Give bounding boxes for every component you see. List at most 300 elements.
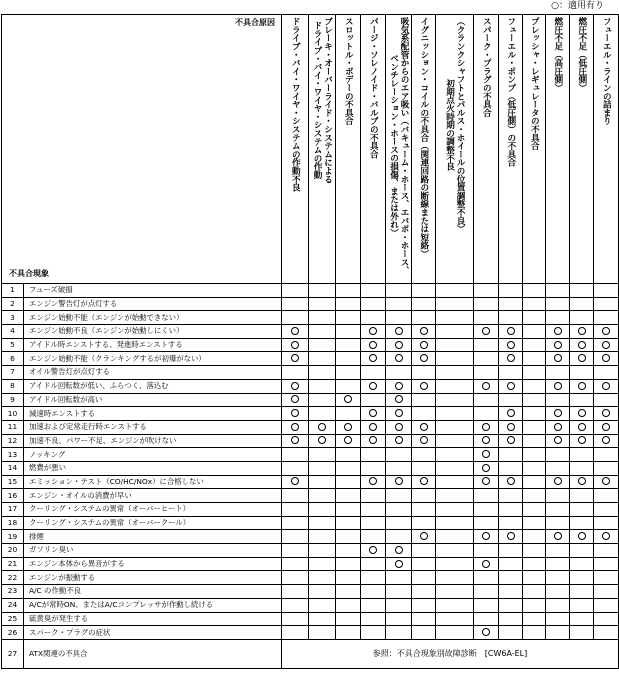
symptom-label: ガソリン臭い bbox=[24, 544, 282, 558]
matrix-cell bbox=[361, 489, 386, 503]
table-row bbox=[2, 366, 619, 380]
symptom-title: 不具合現象 bbox=[9, 269, 49, 278]
matrix-cell bbox=[386, 407, 412, 421]
matrix-cell bbox=[282, 325, 309, 339]
table-row bbox=[2, 626, 619, 640]
applicable-circle-icon bbox=[507, 436, 515, 444]
matrix-cell bbox=[336, 325, 361, 339]
matrix-cell bbox=[546, 585, 570, 599]
matrix-cell bbox=[594, 311, 619, 325]
matrix-cell bbox=[523, 612, 546, 626]
matrix-cell bbox=[546, 571, 570, 585]
matrix-cell bbox=[594, 461, 619, 475]
matrix-cell bbox=[570, 352, 594, 366]
matrix-cell bbox=[436, 420, 474, 434]
row-number: 18 bbox=[2, 516, 24, 530]
matrix-cell bbox=[412, 598, 436, 612]
matrix-cell bbox=[523, 503, 546, 517]
table-row bbox=[2, 297, 619, 311]
matrix-cell bbox=[361, 311, 386, 325]
applicable-circle-icon bbox=[578, 423, 586, 431]
matrix-cell bbox=[361, 544, 386, 558]
applicable-circle-icon bbox=[602, 327, 610, 335]
row-number: 7 bbox=[2, 366, 24, 380]
applicable-circle-icon bbox=[602, 382, 610, 390]
matrix-cell bbox=[474, 516, 499, 530]
matrix-cell bbox=[499, 544, 523, 558]
matrix-cell bbox=[499, 489, 523, 503]
applicable-circle-icon bbox=[395, 341, 403, 349]
matrix-cell bbox=[523, 352, 546, 366]
applicable-circle-icon bbox=[291, 395, 299, 403]
matrix-cell bbox=[336, 530, 361, 544]
table-row bbox=[2, 598, 619, 612]
matrix-cell bbox=[386, 297, 412, 311]
matrix-cell bbox=[309, 311, 336, 325]
matrix-cell bbox=[412, 503, 436, 517]
matrix-cell bbox=[523, 379, 546, 393]
matrix-cell bbox=[412, 571, 436, 585]
matrix-cell bbox=[499, 420, 523, 434]
matrix-cell bbox=[436, 475, 474, 489]
symptom-label: エンジンが振動する bbox=[24, 571, 282, 585]
matrix-cell bbox=[336, 448, 361, 462]
matrix-cell bbox=[282, 434, 309, 448]
cause-label: スパーク・プラグの不具合 bbox=[481, 17, 492, 117]
matrix-cell bbox=[309, 434, 336, 448]
matrix-cell bbox=[523, 585, 546, 599]
matrix-cell bbox=[499, 325, 523, 339]
matrix-cell bbox=[594, 338, 619, 352]
symptom-label: エンジン始動不良（エンジンが始動しにくい） bbox=[24, 325, 282, 339]
symptom-cause-matrix bbox=[1, 14, 619, 669]
matrix-cell bbox=[436, 352, 474, 366]
table-row bbox=[2, 448, 619, 462]
applicable-circle-icon bbox=[578, 382, 586, 390]
matrix-cell bbox=[594, 503, 619, 517]
header-corner bbox=[2, 15, 282, 284]
matrix-cell bbox=[386, 352, 412, 366]
applicable-circle-icon bbox=[344, 436, 352, 444]
row-number: 12 bbox=[2, 434, 24, 448]
matrix-cell bbox=[570, 448, 594, 462]
table-row bbox=[2, 571, 619, 585]
matrix-cell bbox=[570, 544, 594, 558]
matrix-cell bbox=[594, 420, 619, 434]
matrix-cell bbox=[499, 475, 523, 489]
table-row bbox=[2, 311, 619, 325]
matrix-cell bbox=[499, 393, 523, 407]
row-number: 11 bbox=[2, 420, 24, 434]
matrix-cell bbox=[523, 366, 546, 380]
matrix-cell bbox=[474, 379, 499, 393]
matrix-cell bbox=[309, 284, 336, 298]
matrix-cell bbox=[546, 311, 570, 325]
cause-header bbox=[436, 15, 474, 284]
symptom-label: 加速不良、パワー不足、エンジンが吹けない bbox=[24, 434, 282, 448]
matrix-cell bbox=[412, 544, 436, 558]
matrix-cell bbox=[499, 571, 523, 585]
matrix-cell bbox=[594, 489, 619, 503]
table-row bbox=[2, 530, 619, 544]
matrix-cell bbox=[361, 407, 386, 421]
matrix-cell bbox=[361, 516, 386, 530]
matrix-cell bbox=[499, 557, 523, 571]
applicable-circle-icon bbox=[578, 327, 586, 335]
applicable-circle-icon bbox=[554, 532, 562, 540]
matrix-cell bbox=[282, 626, 309, 640]
table-row bbox=[2, 503, 619, 517]
matrix-cell bbox=[570, 516, 594, 530]
matrix-cell bbox=[570, 598, 594, 612]
applicable-circle-icon bbox=[291, 477, 299, 485]
matrix-cell bbox=[386, 284, 412, 298]
applicable-circle-icon bbox=[482, 327, 490, 335]
matrix-cell bbox=[546, 544, 570, 558]
matrix-cell bbox=[412, 366, 436, 380]
cause-label: ドライブ・バイ・ワイヤ・システムの作動不良 bbox=[290, 17, 301, 192]
matrix-cell bbox=[436, 407, 474, 421]
matrix-cell bbox=[412, 461, 436, 475]
matrix-cell bbox=[546, 379, 570, 393]
matrix-cell bbox=[412, 393, 436, 407]
cause-header bbox=[412, 15, 436, 284]
matrix-cell bbox=[361, 325, 386, 339]
matrix-cell bbox=[594, 530, 619, 544]
table-row bbox=[2, 352, 619, 366]
symptom-label: 硫黄臭が発生する bbox=[24, 612, 282, 626]
matrix-cell bbox=[546, 530, 570, 544]
applicable-circle-icon bbox=[291, 341, 299, 349]
matrix-cell bbox=[386, 585, 412, 599]
matrix-cell bbox=[336, 420, 361, 434]
matrix-cell bbox=[361, 626, 386, 640]
symptom-label: オイル警告灯が点灯する bbox=[24, 366, 282, 380]
matrix-cell bbox=[546, 516, 570, 530]
matrix-cell bbox=[282, 571, 309, 585]
matrix-cell bbox=[594, 516, 619, 530]
matrix-cell bbox=[499, 585, 523, 599]
matrix-cell bbox=[282, 557, 309, 571]
matrix-cell bbox=[336, 393, 361, 407]
matrix-cell bbox=[523, 516, 546, 530]
applicable-circle-icon bbox=[420, 341, 428, 349]
applicable-circle-icon bbox=[602, 532, 610, 540]
matrix-cell bbox=[523, 284, 546, 298]
applicable-circle-icon bbox=[369, 436, 377, 444]
matrix-cell bbox=[282, 503, 309, 517]
matrix-cell bbox=[523, 393, 546, 407]
matrix-cell bbox=[474, 475, 499, 489]
matrix-cell bbox=[309, 366, 336, 380]
cause-header bbox=[523, 15, 546, 284]
matrix-cell bbox=[336, 516, 361, 530]
applicable-circle-icon bbox=[344, 423, 352, 431]
symptom-label: アイドル回転数が低い、ふらつく、落込む bbox=[24, 379, 282, 393]
matrix-cell bbox=[336, 571, 361, 585]
matrix-cell bbox=[570, 626, 594, 640]
matrix-cell bbox=[282, 544, 309, 558]
applicable-circle-icon bbox=[554, 341, 562, 349]
matrix-cell bbox=[436, 393, 474, 407]
applicable-circle-icon bbox=[318, 423, 326, 431]
matrix-cell bbox=[386, 325, 412, 339]
cause-label: パージ・ソレノイド・バルブの不具合 bbox=[368, 17, 379, 159]
matrix-cell bbox=[474, 489, 499, 503]
applicable-circle-icon bbox=[602, 409, 610, 417]
table-row bbox=[2, 475, 619, 489]
matrix-cell bbox=[336, 585, 361, 599]
matrix-cell bbox=[570, 612, 594, 626]
matrix-cell bbox=[523, 598, 546, 612]
row-number: 24 bbox=[2, 598, 24, 612]
matrix-cell bbox=[546, 448, 570, 462]
applicable-circle-icon bbox=[482, 477, 490, 485]
matrix-cell bbox=[436, 530, 474, 544]
row-number: 10 bbox=[2, 407, 24, 421]
matrix-cell bbox=[336, 434, 361, 448]
matrix-cell bbox=[523, 557, 546, 571]
matrix-cell bbox=[546, 352, 570, 366]
matrix-cell bbox=[474, 571, 499, 585]
matrix-cell bbox=[594, 379, 619, 393]
matrix-cell bbox=[474, 461, 499, 475]
matrix-cell bbox=[499, 338, 523, 352]
matrix-cell bbox=[361, 571, 386, 585]
matrix-cell bbox=[386, 311, 412, 325]
matrix-cell bbox=[523, 407, 546, 421]
table-row bbox=[2, 325, 619, 339]
applicable-circle-icon bbox=[482, 450, 490, 458]
matrix-cell bbox=[499, 598, 523, 612]
cause-label: 吸気系配管からのエア吸い（バキューム・ホース、エバポ・ホース、 ベンチレーション・ホースの損傷、または外れ） bbox=[388, 17, 409, 275]
matrix-cell bbox=[412, 407, 436, 421]
matrix-cell bbox=[546, 489, 570, 503]
symptom-label: ATX関連の不具合 bbox=[24, 639, 282, 668]
matrix-cell bbox=[309, 461, 336, 475]
matrix-cell bbox=[570, 366, 594, 380]
matrix-cell bbox=[594, 325, 619, 339]
matrix-cell bbox=[309, 448, 336, 462]
applicable-circle-icon bbox=[507, 532, 515, 540]
matrix-cell bbox=[523, 311, 546, 325]
matrix-cell bbox=[412, 379, 436, 393]
matrix-cell bbox=[474, 585, 499, 599]
applicable-circle-icon bbox=[420, 382, 428, 390]
matrix-cell bbox=[309, 598, 336, 612]
matrix-cell bbox=[474, 311, 499, 325]
reference-note: 参照：不具合現象別故障診断 [CW6A-EL] bbox=[282, 639, 619, 668]
matrix-cell bbox=[546, 366, 570, 380]
row-number: 27 bbox=[2, 639, 24, 668]
matrix-cell bbox=[570, 503, 594, 517]
matrix-cell bbox=[361, 379, 386, 393]
symptom-label: フューズ破損 bbox=[24, 284, 282, 298]
matrix-cell bbox=[309, 544, 336, 558]
matrix-cell bbox=[474, 530, 499, 544]
applicable-circle-icon bbox=[369, 341, 377, 349]
applicable-circle-icon bbox=[369, 423, 377, 431]
cause-label: 燃圧不足（低圧側） bbox=[576, 17, 587, 92]
applicable-circle-icon bbox=[507, 409, 515, 417]
matrix-cell bbox=[499, 297, 523, 311]
matrix-cell bbox=[386, 461, 412, 475]
cause-label: 燃圧不足（高圧側） bbox=[552, 17, 563, 92]
matrix-cell bbox=[570, 461, 594, 475]
matrix-cell bbox=[594, 598, 619, 612]
matrix-cell bbox=[361, 598, 386, 612]
matrix-cell bbox=[594, 297, 619, 311]
symptom-label: A/C の作動不良 bbox=[24, 585, 282, 599]
matrix-cell bbox=[361, 352, 386, 366]
applicable-circle-icon bbox=[395, 327, 403, 335]
matrix-cell bbox=[412, 516, 436, 530]
table-row bbox=[2, 407, 619, 421]
matrix-cell bbox=[361, 461, 386, 475]
table-row bbox=[2, 284, 619, 298]
applicable-circle-icon bbox=[482, 382, 490, 390]
matrix-cell bbox=[336, 489, 361, 503]
matrix-cell bbox=[436, 297, 474, 311]
applicable-circle-icon bbox=[291, 409, 299, 417]
applicable-circle-icon bbox=[420, 354, 428, 362]
applicable-circle-icon bbox=[507, 477, 515, 485]
applicable-circle-icon bbox=[482, 423, 490, 431]
symptom-label: 加速および定常走行時エンストする bbox=[24, 420, 282, 434]
matrix-cell bbox=[499, 530, 523, 544]
matrix-cell bbox=[336, 503, 361, 517]
cause-header bbox=[594, 15, 619, 284]
matrix-cell bbox=[361, 434, 386, 448]
matrix-cell bbox=[436, 366, 474, 380]
matrix-cell bbox=[309, 516, 336, 530]
matrix-cell bbox=[594, 544, 619, 558]
applicable-circle-icon bbox=[578, 409, 586, 417]
matrix-cell bbox=[282, 297, 309, 311]
matrix-cell bbox=[474, 626, 499, 640]
matrix-cell bbox=[412, 352, 436, 366]
applicable-circle-icon bbox=[420, 532, 428, 540]
matrix-cell bbox=[523, 297, 546, 311]
applicable-circle-icon bbox=[602, 423, 610, 431]
matrix-cell bbox=[282, 489, 309, 503]
cause-label: イグニッション・コイルの不具合（関連回路の断線または短絡） bbox=[418, 17, 429, 258]
matrix-cell bbox=[474, 366, 499, 380]
applicable-circle-icon bbox=[507, 382, 515, 390]
matrix-cell bbox=[474, 448, 499, 462]
row-number: 9 bbox=[2, 393, 24, 407]
applicable-circle-icon bbox=[578, 436, 586, 444]
applicable-circle-icon bbox=[291, 354, 299, 362]
matrix-cell bbox=[386, 516, 412, 530]
matrix-cell bbox=[361, 297, 386, 311]
matrix-cell bbox=[336, 338, 361, 352]
matrix-cell bbox=[336, 626, 361, 640]
row-number: 1 bbox=[2, 284, 24, 298]
matrix-cell bbox=[282, 448, 309, 462]
applicable-circle-icon bbox=[482, 532, 490, 540]
matrix-cell bbox=[309, 407, 336, 421]
matrix-cell bbox=[336, 598, 361, 612]
matrix-cell bbox=[546, 475, 570, 489]
matrix-cell bbox=[436, 379, 474, 393]
matrix-cell bbox=[570, 407, 594, 421]
matrix-cell bbox=[436, 448, 474, 462]
row-number: 23 bbox=[2, 585, 24, 599]
applicable-circle-icon bbox=[369, 546, 377, 554]
matrix-cell bbox=[546, 461, 570, 475]
matrix-cell bbox=[336, 557, 361, 571]
applicable-circle-icon bbox=[507, 354, 515, 362]
matrix-cell bbox=[412, 585, 436, 599]
matrix-cell bbox=[282, 612, 309, 626]
matrix-cell bbox=[282, 516, 309, 530]
matrix-cell bbox=[412, 626, 436, 640]
row-number: 26 bbox=[2, 626, 24, 640]
matrix-cell bbox=[499, 626, 523, 640]
matrix-cell bbox=[309, 530, 336, 544]
matrix-cell bbox=[309, 612, 336, 626]
row-number: 5 bbox=[2, 338, 24, 352]
symptom-label: エンジン・オイルの消費が早い bbox=[24, 489, 282, 503]
applicable-circle-icon bbox=[420, 423, 428, 431]
cause-header bbox=[499, 15, 523, 284]
matrix-cell bbox=[282, 475, 309, 489]
table-row-last bbox=[2, 639, 619, 668]
applicable-circle-icon bbox=[578, 532, 586, 540]
matrix-cell bbox=[436, 626, 474, 640]
matrix-cell bbox=[412, 284, 436, 298]
matrix-cell bbox=[499, 366, 523, 380]
matrix-cell bbox=[282, 585, 309, 599]
row-number: 21 bbox=[2, 557, 24, 571]
matrix-cell bbox=[361, 503, 386, 517]
legend: ○：適用有り bbox=[551, 1, 604, 11]
symptom-label: エンジン始動不能（エンジンが始動できない） bbox=[24, 311, 282, 325]
applicable-circle-icon bbox=[482, 464, 490, 472]
matrix-cell bbox=[436, 557, 474, 571]
applicable-circle-icon bbox=[291, 327, 299, 335]
symptom-label: エンジン始動不能（クランキングするが初爆がない） bbox=[24, 352, 282, 366]
matrix-cell bbox=[499, 284, 523, 298]
table-row bbox=[2, 338, 619, 352]
matrix-cell bbox=[570, 475, 594, 489]
matrix-cell bbox=[386, 530, 412, 544]
matrix-cell bbox=[386, 626, 412, 640]
matrix-cell bbox=[474, 325, 499, 339]
cause-header bbox=[309, 15, 336, 284]
applicable-circle-icon bbox=[395, 395, 403, 403]
matrix-cell bbox=[309, 571, 336, 585]
matrix-cell bbox=[570, 489, 594, 503]
matrix-cell bbox=[386, 503, 412, 517]
matrix-cell bbox=[546, 407, 570, 421]
matrix-cell bbox=[594, 612, 619, 626]
matrix-cell bbox=[499, 503, 523, 517]
matrix-cell bbox=[361, 585, 386, 599]
matrix-cell bbox=[309, 557, 336, 571]
matrix-cell bbox=[570, 284, 594, 298]
cause-label: フューエル・ラインの詰まり bbox=[601, 17, 612, 125]
symptom-label: エミッション・テスト（CO/HC/NOx）に合格しない bbox=[24, 475, 282, 489]
matrix-cell bbox=[282, 393, 309, 407]
matrix-cell bbox=[499, 516, 523, 530]
table-row bbox=[2, 434, 619, 448]
matrix-cell bbox=[474, 284, 499, 298]
matrix-cell bbox=[474, 612, 499, 626]
matrix-cell bbox=[386, 393, 412, 407]
applicable-circle-icon bbox=[395, 382, 403, 390]
